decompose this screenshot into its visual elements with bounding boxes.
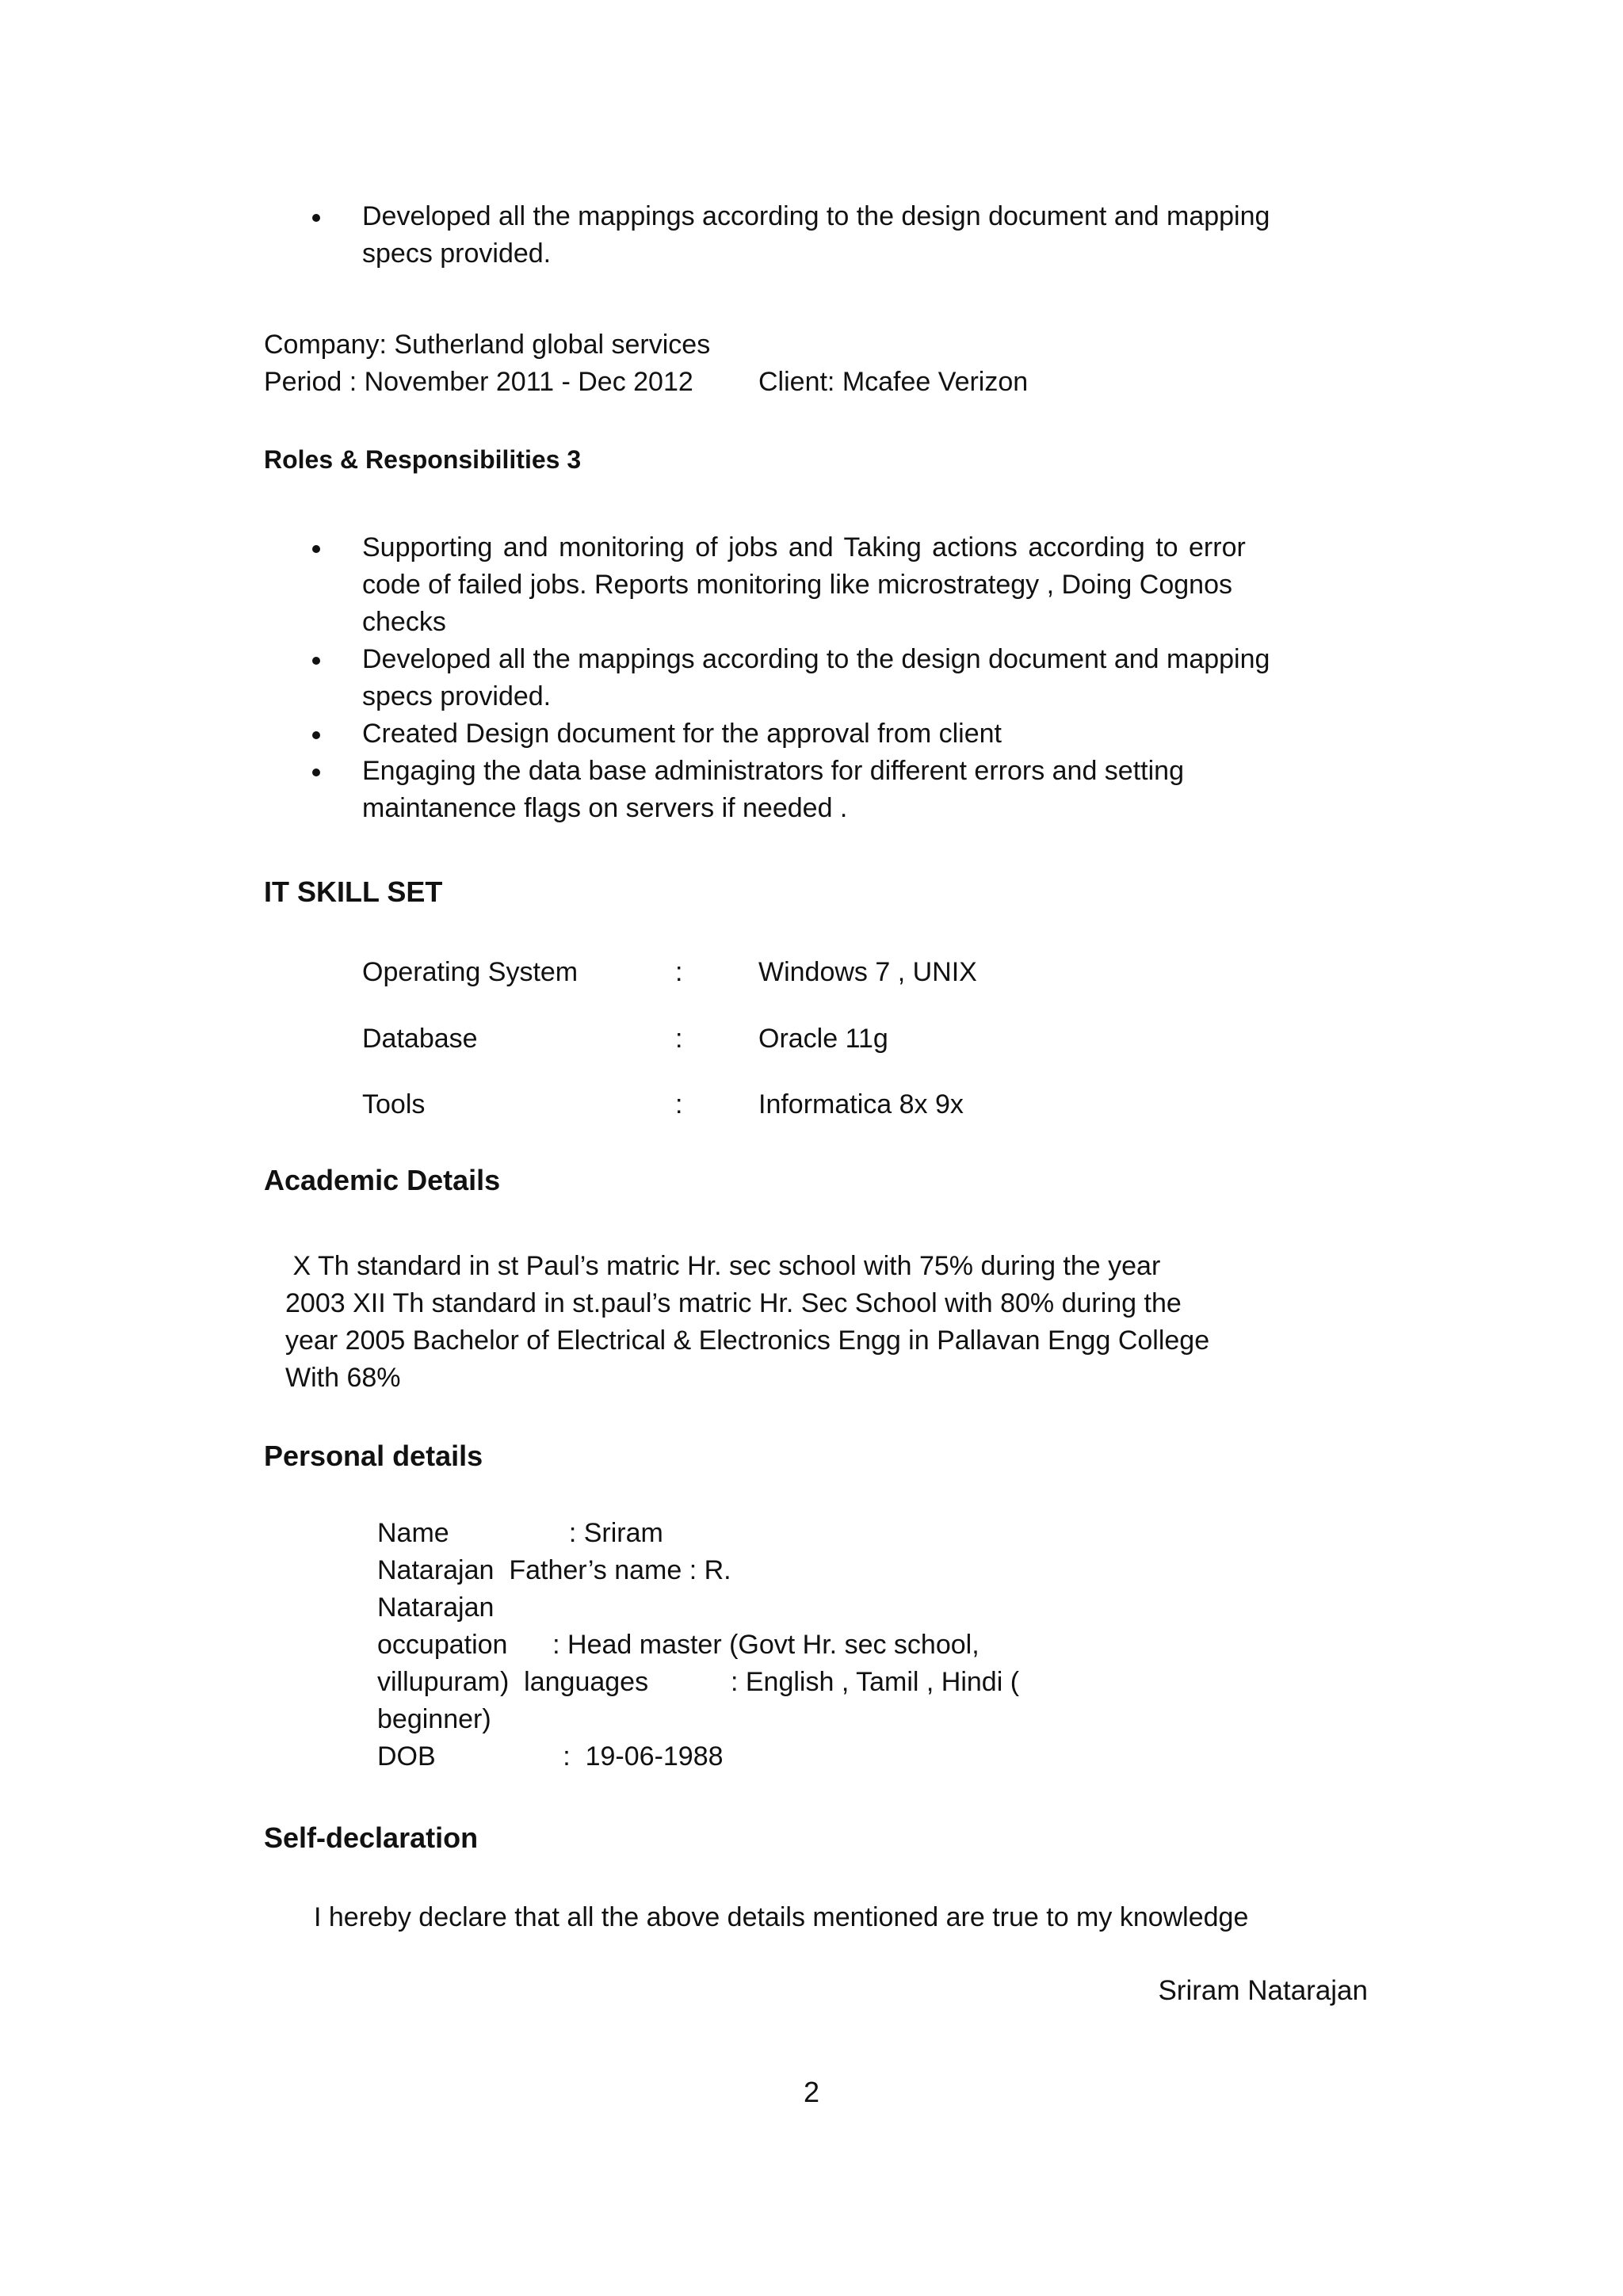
intro-bullet-item [264,198,1270,273]
bullet-line: Engaging the data base administrators for different errors and setting [362,756,1184,786]
skill-label: Operating System [362,957,579,987]
bullet-icon [312,731,320,739]
roles-item [264,715,1270,753]
period-line: Period : November 2011 - Dec 2012 [264,367,693,397]
skill-label: Database [362,1024,478,1054]
bullet-line: Supporting and monitoring of jobs and Taking actions according to error [362,532,1246,563]
bullet-line: code of failed jobs. Reports monitoring like microstrategy , Doing Cognos [362,570,1232,600]
roles-item [264,753,1270,827]
academic-line: With 68% [285,1363,401,1393]
skill-value: Informatica 8x 9x [758,1089,964,1119]
bullet-icon [312,545,320,553]
academic-line: 2003 XII Th standard in st.paul’s matric Hr. Sec School with 80% during the [285,1288,1182,1318]
page-number: 2 [803,2076,820,2108]
bullet-icon [312,657,320,665]
personal-line: Natarajan [377,1592,495,1623]
declaration-text: I hereby declare that all the above details mentioned are true to my knowledge [314,1902,1249,1932]
skills-heading: IT SKILL SET [264,875,443,908]
intro-bullet-list [264,198,1270,273]
personal-line: beginner) [377,1704,491,1734]
skill-value: Windows 7 , UNIX [758,957,977,987]
bullet-icon [312,214,320,222]
bullet-line: Created Design document for the approval from client [362,719,1002,749]
roles-item [264,529,1270,641]
roles-list [264,529,1270,827]
roles-heading: Roles & Responsibilities 3 [264,445,582,474]
bullet-line: specs provided. [362,238,552,269]
skill-separator: : [675,1024,683,1054]
academic-heading: Academic Details [264,1164,501,1196]
bullet-line: specs provided. [362,681,552,711]
bullet-line: maintanence flags on servers if needed . [362,793,848,823]
skill-label: Tools [362,1089,426,1119]
bullet-icon [312,769,320,776]
skill-separator: : [675,957,683,987]
personal-line: villupuram) languages : English , Tamil , Hindi ( [377,1667,1020,1697]
academic-line: X Th standard in st Paul’s matric Hr. sec school with 75% during the year [285,1251,1161,1281]
personal-line: Natarajan Father’s name : R. [377,1555,731,1585]
academic-line: year 2005 Bachelor of Electrical & Electronics Engg in Pallavan Engg College [285,1325,1210,1356]
client-line: Client: Mcafee Verizon [758,367,1029,397]
skill-separator: : [675,1089,683,1119]
bullet-line: checks [362,607,446,637]
skill-value: Oracle 11g [758,1024,888,1054]
declaration-heading: Self-declaration [264,1821,479,1854]
personal-line: DOB : 19-06-1988 [377,1741,724,1772]
roles-item [264,641,1270,715]
bullet-line: Developed all the mappings according to the design document and mapping [362,644,1270,674]
personal-heading: Personal details [264,1440,483,1472]
signature-name: Sriram Natarajan [1158,1975,1368,2006]
personal-line: occupation : Head master (Govt Hr. sec school, [377,1630,980,1660]
personal-line: Name : Sriram [377,1518,663,1548]
company-line: Company: Sutherland global services [264,330,711,360]
bullet-line: Developed all the mappings according to the design document and mapping [362,201,1270,231]
